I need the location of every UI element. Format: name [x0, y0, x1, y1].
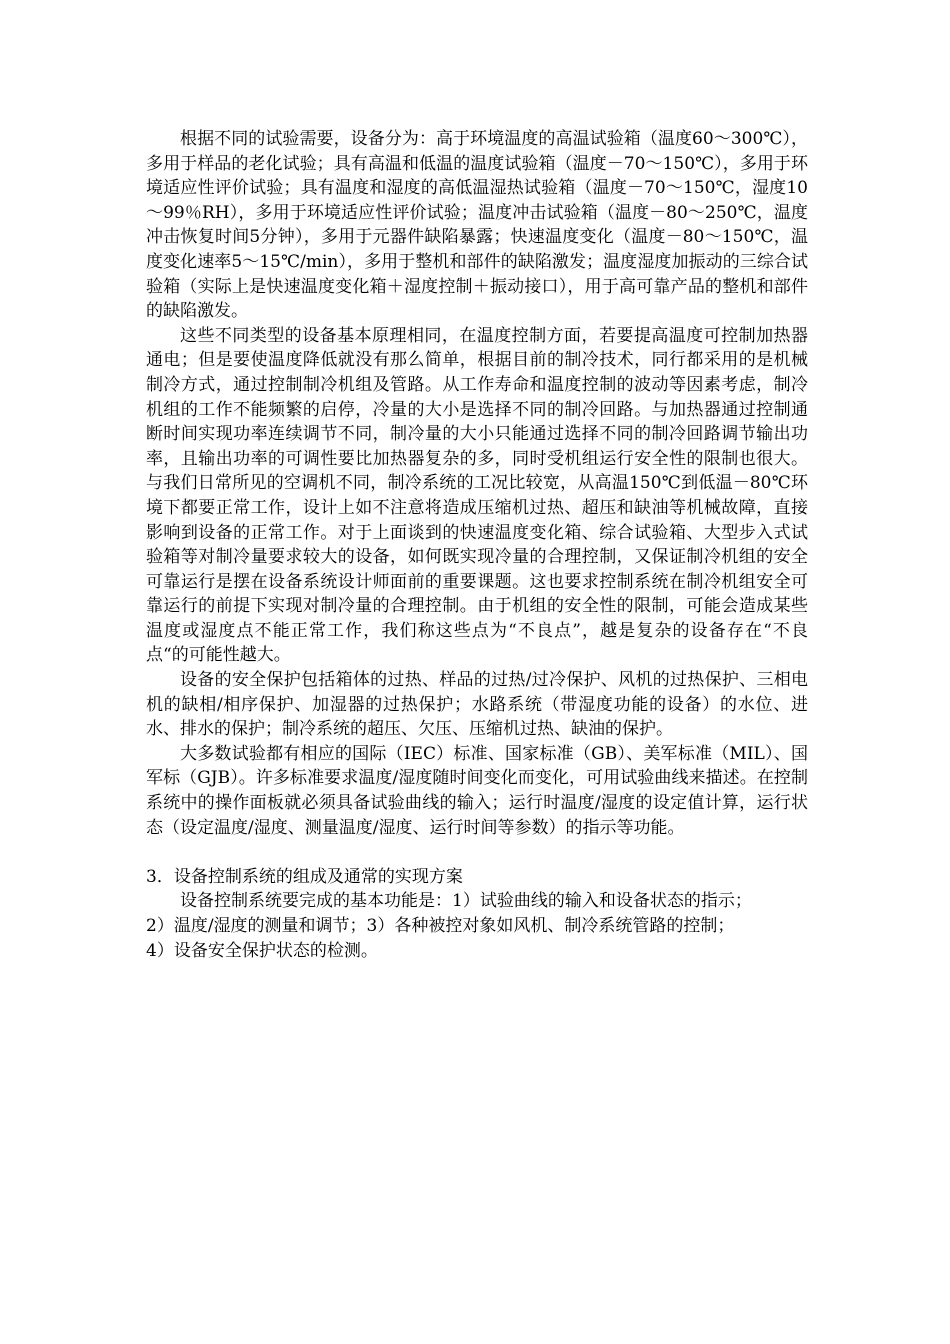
- section-paragraph-line: 2）温度/湿度的测量和调节；3）各种被控对象如风机、制冷系统管路的控制；: [146, 916, 735, 936]
- section-paragraph-line: 4）设备安全保护状态的检测。: [146, 940, 378, 961]
- paragraph-equipment-types: 根据不同的试验需要，设备分为：高于环境温度的高温试验箱（温度60～300℃），多用于样品的老化试验；具有高温和低温的温度试验箱（温度－70～150℃），多用于环境适应性评价试验；具有温度和湿度的高低温湿热试验箱（温度－70～150℃，湿度10～99％RH），多用于环境适应性评价试验；温度冲击试验箱（温度－80～250℃，温度冲击恢复时间5分钟），多用于元器件缺陷暴露；快速温度变化（温度－80～150℃，温度变化速率5～15℃/min），多用于整机和部件的缺陷激发；温度湿度加振动的三综合试验箱（实际上是快速温度变化箱＋湿度控制＋振动接口），用于高可靠产品的整机和部件的缺陷激发。: [146, 129, 808, 322]
- section-paragraph-first-line: 设备控制系统要完成的基本功能是：1）试验曲线的输入和设备状态的指示；: [180, 891, 752, 912]
- paragraph-test-standards: 大多数试验都有相应的国际（IEC）标准、国家标准（GB）、美军标准（MIL）、国军标（GJB）。许多标准要求温度/湿度随时间变化而变化，可用试验曲线来描述。在控制系统中的操作面板就必须具备试验曲线的输入；运行时温度/湿度的设定值计算，运行状态（设定温度/湿度、测量温度/湿度、运行时间等参数）的指示等功能。: [146, 743, 808, 838]
- paragraph-safety-protection: 设备的安全保护包括箱体的过热、样品的过热/过冷保护、风机的过热保护、三相电机的缺相/相序保护、加湿器的过热保护；水路系统（带湿度功能的设备）的水位、进水、排水的保护；制冷系统的超压、欠压、压缩机过热、缺油的保护。: [146, 670, 808, 740]
- section-heading: 3．设备控制系统的组成及通常的实现方案: [146, 866, 463, 887]
- paragraph-refrigeration-control: 这些不同类型的设备基本原理相同，在温度控制方面，若要提高温度可控制加热器通电；但是要使温度降低就没有那么简单，根据目前的制冷技术，同行都采用的是机械制冷方式，通过控制制冷机组及管路。从工作寿命和温度控制的波动等因素考虑，制冷机组的工作不能频繁的启停，冷量的大小是选择不同的制冷回路。与加热器通过控制通断时间实现功率连续调节不同，制冷量的大小只能通过选择不同的制冷回路调节输出功率，且输出功率的可调性要比加热器复杂的多，同时受机组运行安全性的限制也很大。与我们日常所见的空调机不同，制冷系统的工况比较宽，从高温150℃到低温－80℃环境下都要正常工作，设计上如不注意将造成压缩机过热、超压和缺油等机械故障，直接影响到设备的正常工作。对于上面谈到的快速温度变化箱、综合试验箱、大型步入式试验箱等对制冷量要求较大的设备，如何既实现冷量的合理控制，又保证制冷机组的安全可靠运行是摆在设备系统设计师面前的重要课题。这也要求控制系统在制冷机组安全可靠运行的前提下实现对制冷量的合理控制。由于机组的安全性的限制，可能会造成某些温度或湿度点不能正常工作，我们称这些点为“不良点”，越是复杂的设备存在“不良点“的可能性越大。: [146, 325, 808, 666]
- document-body: [146, 127, 808, 963]
